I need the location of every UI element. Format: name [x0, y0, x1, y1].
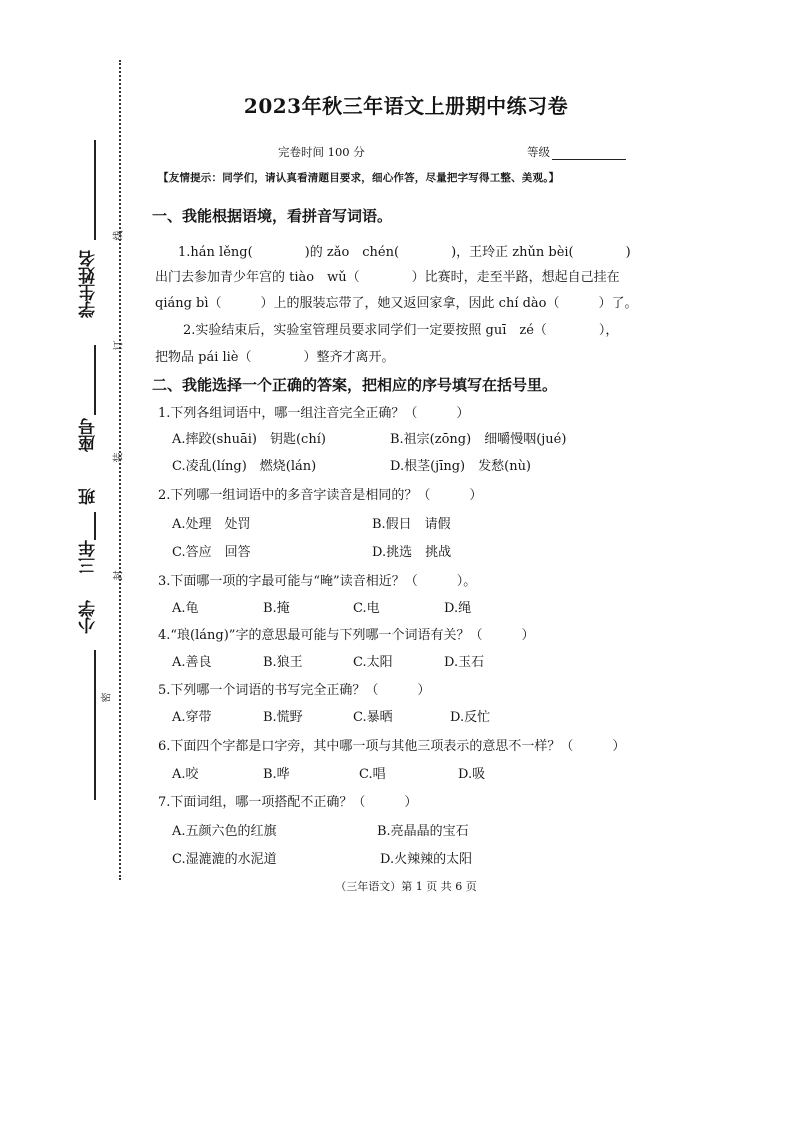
- class-label: 班: [79, 488, 99, 505]
- q7-option-b: B.亮晶晶的宝石: [377, 824, 469, 839]
- question-1: 1.下列各组词语中，哪一组注音完全正确？（ ）: [158, 406, 470, 421]
- q1-option-b: B.祖宗(zōng) 细嚼慢咽(jué): [390, 432, 567, 447]
- question-4: 4.“琅(láng)”字的意思最可能与下列哪一个词语有关？（ ）: [158, 628, 535, 643]
- section2-heading: 二、我能选择一个正确的答案，把相应的序号填写在括号里。: [152, 376, 558, 394]
- q3-option-d: D.绳: [444, 601, 472, 616]
- q5-option-a: A.穿带: [172, 710, 212, 725]
- q2-option-b: B.假日 请假: [372, 517, 451, 532]
- q6-option-a: A.咬: [172, 767, 199, 782]
- q3-option-a: A.龟: [172, 601, 199, 616]
- grade-label: 三年: [79, 540, 99, 574]
- q6-option-d: D.吸: [458, 767, 486, 782]
- question-7: 7.下面词组，哪一项搭配不正确？（ ）: [158, 795, 418, 810]
- question-3: 3.下面哪一项的字最可能与“晻”读音相近？（ ）。: [158, 574, 477, 589]
- q2-option-c: C.答应 回答: [172, 545, 251, 560]
- q3-option-b: B.掩: [263, 601, 290, 616]
- name-blank-line: [94, 140, 96, 240]
- s1-line: qiáng bì（ ）上的服装忘带了，她又返回家拿，因此 chí dào（ ）了。: [155, 296, 638, 311]
- q1-option-d: D.根茎(jīng) 发愁(nù): [390, 459, 532, 474]
- exam-time: 完卷时间 100 分: [278, 145, 365, 159]
- seat-label: 座号: [79, 418, 99, 452]
- cut-mark-line: 线: [113, 230, 125, 241]
- q4-option-a: A.善良: [172, 655, 212, 670]
- grade-field: [527, 144, 626, 160]
- q4-option-c: C.太阳: [353, 655, 393, 670]
- question-6: 6.下面四个字都是口字旁，其中哪一项与其他三项表示的意思不一样？（ ）: [158, 739, 626, 754]
- cut-mark-mi: 密: [101, 692, 113, 703]
- question-2: 2.下列哪一组词语中的多音字读音是相同的？（ ）: [158, 488, 483, 503]
- q2-option-a: A.处理 处罚: [172, 517, 251, 532]
- school-blank-line: [94, 650, 96, 800]
- q4-option-b: B.狼王: [263, 655, 303, 670]
- s1-line: 1.hán lěng( )的 zǎo chén( )，王玲正 zhǔn bèi( ): [178, 245, 631, 260]
- section1-heading: 一、我能根据语境，看拼音写词语。: [152, 207, 393, 225]
- q5-option-b: B.慌野: [263, 710, 303, 725]
- school-label: 小学: [79, 600, 99, 634]
- q5-option-c: C.暴晒: [353, 710, 393, 725]
- page-title: 2023年秋三年语文上册期中练习卷: [243, 94, 569, 118]
- student-name-label: 学生姓名: [79, 250, 99, 318]
- seat-blank-line: [94, 345, 96, 415]
- binding-dotted-line: [119, 60, 121, 880]
- s1-line: 出门去参加青少年宫的 tiào wǔ（ ）比赛时，走至半路，想起自己挂在: [155, 270, 620, 285]
- q6-option-b: B.哗: [263, 767, 290, 782]
- friendly-tip: 【友情提示：同学们，请认真看清题目要求，细心作答，尽量把字写得工整、美观。】: [158, 172, 560, 184]
- grade-input-line[interactable]: [552, 159, 626, 160]
- page-footer: （三年语文）第 1 页 共 6 页: [335, 880, 477, 893]
- cut-mark-ding: 订: [113, 340, 125, 351]
- q5-option-d: D.反忙: [450, 710, 491, 725]
- class-blank-line: [94, 512, 96, 540]
- q7-option-c: C.湿漉漉的水泥道: [172, 852, 277, 867]
- grade-field-label: 等级: [527, 145, 550, 159]
- cut-mark-zhuang: 装: [113, 452, 125, 463]
- q7-option-d: D.火辣辣的太阳: [380, 852, 473, 867]
- question-5: 5.下列哪一个词语的书写完全正确？（ ）: [158, 683, 431, 698]
- q6-option-c: C.唱: [359, 767, 386, 782]
- s1-line: 把物品 pái liè（ ）整齐才离开。: [155, 350, 395, 365]
- q1-option-c: C.凌乱(líng) 燃烧(lán): [172, 459, 317, 474]
- q1-option-a: A.摔跤(shuāi) 钥匙(chí): [172, 432, 326, 447]
- q7-option-a: A.五颜六色的红旗: [172, 824, 277, 839]
- cut-mark-feng: 封: [113, 570, 125, 581]
- q2-option-d: D.挑选 挑战: [372, 545, 452, 560]
- s1-line: 2.实验结束后，实验室管理员要求同学们一定要按照 guī zé（ ），: [183, 323, 619, 338]
- q3-option-c: C.电: [353, 601, 380, 616]
- q4-option-d: D.玉石: [444, 655, 485, 670]
